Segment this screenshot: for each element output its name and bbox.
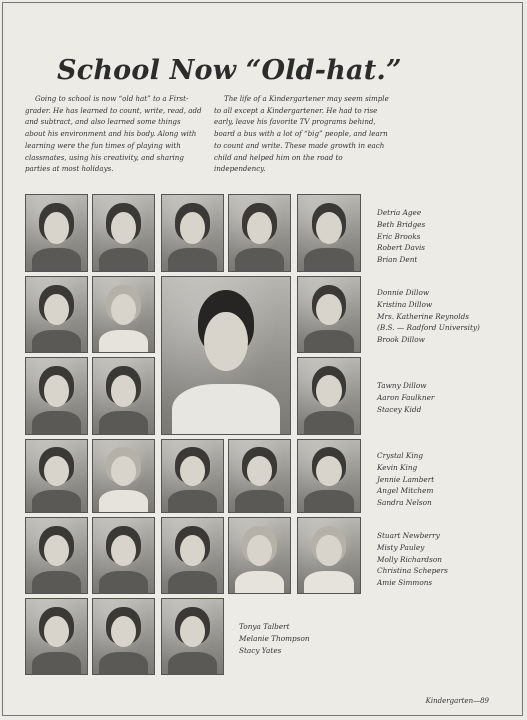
page-footer: Kindergarten—89 [425,697,489,705]
student-portrait [297,439,361,513]
student-portrait [297,276,361,353]
student-portrait [92,357,155,435]
name-list [239,621,310,656]
intro-paragraph-left: Going to school is now “old hat” to a First-grader. He has learned to count, write, read, add and subtract, and also learned some things about his environment and his body. Along with learning were the fun times of playing with classmates, using his creativity, and sharing parties at most holidays. [25,94,202,174]
name-entry: Stuart Newberry [377,531,440,540]
name-entry: Stacy Yates [239,645,282,655]
name-entry: Angel Mitchem [377,486,434,496]
name-entry: Christina Schepers [377,566,448,576]
name-entry: Robert Davis [377,243,426,253]
student-portrait [25,357,88,435]
name-entry: Kevin King [377,462,418,472]
name-list [377,450,434,509]
student-portrait [161,598,224,675]
student-portrait [25,598,88,675]
name-list [377,530,448,589]
name-list [377,287,480,346]
page-title: School Now “Old-hat.” [57,55,402,86]
name-entry: (B.S. — Radford University) [377,323,480,333]
name-entry: Beth Bridges [377,219,426,229]
student-portrait [92,517,155,594]
name-entry: Donnie Dillow [377,288,430,297]
name-entry: Amie Simmons [377,578,433,588]
student-portrait [92,276,155,353]
name-entry: Detria Agee [377,208,422,217]
name-entry: Sandra Nelson [377,498,432,508]
student-portrait [297,194,361,272]
name-entry: Brook Dillow [377,335,425,345]
teacher-portrait [161,276,291,435]
student-portrait [228,517,291,594]
name-entry: Brian Dent [377,255,418,265]
name-entry: Melanie Thompson [239,633,310,643]
name-entry: Eric Brooks [377,231,421,241]
student-portrait [297,357,361,435]
name-entry: Tawny Dillow [377,381,427,390]
student-portrait [25,439,88,513]
student-portrait [25,194,88,272]
student-portrait [228,439,291,513]
name-entry: Stacey Kidd [377,404,422,414]
student-portrait [297,517,361,594]
name-entry: Tonya Talbert [239,622,290,631]
name-entry: Aaron Faulkner [377,392,435,402]
student-portrait [161,517,224,594]
student-portrait [25,517,88,594]
name-entry: Crystal King [377,451,424,460]
student-portrait [92,439,155,513]
student-portrait [228,194,291,272]
student-portrait [161,439,224,513]
name-entry: Jennie Lambert [377,474,435,484]
name-entry: Misty Pauley [377,542,425,552]
name-entry: Mrs. Katherine Reynolds [377,311,470,321]
name-list [377,380,434,415]
name-entry: Molly Richardson [377,554,442,564]
name-list [377,207,425,266]
student-portrait [161,194,224,272]
student-portrait [92,598,155,675]
intro-paragraph-right: The life of a Kindergartener may seem simple to all except a Kindergartener. He had to rise early, leave his favorite TV programs behind, board a bus with a lot of “big” people, and learn to count and write. These made growth in each child and helped him on the road to independency. [214,94,389,174]
name-entry: Kristina Dillow [377,299,433,309]
student-portrait [25,276,88,353]
student-portrait [92,194,155,272]
